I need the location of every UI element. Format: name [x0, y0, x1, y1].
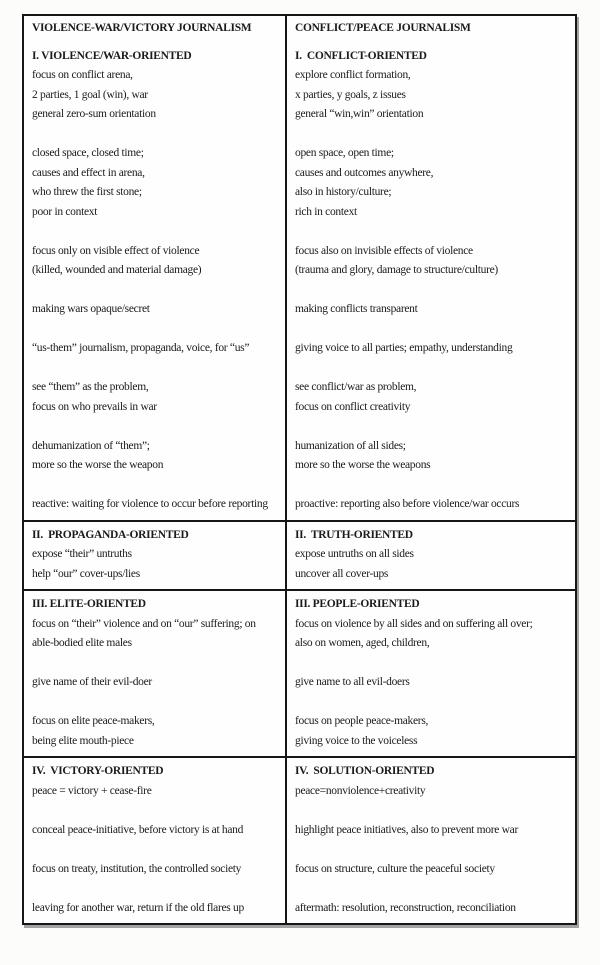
text-line: focus on who prevails in war: [32, 400, 157, 413]
paragraph-group: [32, 47, 277, 125]
text-line: 2 parties, 1 goal (win), war: [32, 88, 148, 101]
paragraph-group: [295, 712, 567, 751]
peace-journalism-column-title: CONFLICT/PEACE JOURNALISM: [295, 22, 471, 34]
text-line: being elite mouth-piece: [32, 734, 134, 747]
text-line: giving voice to all parties; empathy, understanding: [295, 342, 513, 354]
text-line: focus on elite peace-makers,: [32, 715, 155, 727]
section-heading: IV. VICTORY-ORIENTED: [32, 765, 164, 777]
text-line: (trauma and glory, damage to structure/culture): [295, 264, 498, 276]
text-line: highlight peace initiatives, also to prevent more war: [295, 823, 518, 836]
paragraph-group: [32, 595, 277, 654]
text-line: see “them” as the problem,: [32, 381, 149, 393]
section-heading: I. VIOLENCE/WAR-ORIENTED: [32, 49, 192, 62]
text-line: open space, open time;: [295, 147, 394, 159]
table-body: [24, 43, 575, 924]
text-line: uncover all cover-ups: [295, 567, 389, 580]
war-journalism-cell: [24, 522, 287, 590]
peace-journalism-cell: [287, 758, 575, 923]
peace-journalism-cell: [287, 522, 575, 590]
text-line: causes and outcomes anywhere,: [295, 166, 434, 179]
paragraph-group: [32, 712, 277, 751]
paragraph-group: [295, 144, 567, 222]
text-line: give name of their evil-doer: [32, 676, 152, 688]
war-journalism-cell: [24, 758, 287, 923]
paragraph-group: [295, 339, 567, 359]
paragraph-group: [295, 821, 567, 841]
paragraph-group: [295, 673, 567, 693]
text-line: reactive: waiting for violence to occur before reporting: [32, 498, 268, 510]
table-row: [24, 589, 575, 756]
text-line: focus also on invisible effects of violence: [295, 244, 473, 257]
section-heading: III. ELITE-ORIENTED: [32, 598, 146, 610]
text-line: rich in context: [295, 205, 357, 218]
peace-journalism-cell: [287, 591, 575, 756]
paragraph-group: [32, 526, 277, 585]
paragraph-group: [32, 300, 277, 320]
text-line: “us-them” journalism, propaganda, voice, for “us”: [32, 342, 250, 354]
section-heading: III. PEOPLE-ORIENTED: [295, 598, 420, 610]
war-journalism-column-title: VIOLENCE-WAR/VICTORY JOURNALISM: [32, 22, 252, 34]
paragraph-group: [32, 339, 277, 359]
war-journalism-cell: [24, 591, 287, 756]
text-line: more so the worse the weapon: [32, 459, 164, 471]
war-journalism-cell: [24, 43, 287, 520]
text-line: general zero-sum orientation: [32, 108, 156, 120]
text-line: also in history/culture;: [295, 186, 392, 198]
paragraph-group: [32, 378, 277, 417]
paragraph-group: [295, 595, 567, 654]
paragraph-group: [32, 860, 277, 880]
table-row: [24, 756, 575, 923]
text-line: see conflict/war as problem,: [295, 381, 417, 393]
war-journalism-header-cell: [24, 16, 287, 43]
text-line: humanization of all sides;: [295, 439, 406, 452]
text-line: expose untruths on all sides: [295, 548, 414, 560]
journalism-comparison-table: [22, 14, 577, 925]
text-line: expose “their” untruths: [32, 548, 132, 560]
paragraph-group: [295, 378, 567, 417]
text-line: causes and effect in arena,: [32, 166, 145, 179]
text-line: poor in context: [32, 205, 98, 218]
section-heading: I. CONFLICT-ORIENTED: [295, 49, 427, 62]
paragraph-group: [32, 437, 277, 476]
paragraph-group: [295, 526, 567, 585]
peace-journalism-cell: [287, 43, 575, 520]
text-line: closed space, closed time;: [32, 147, 144, 159]
text-line: making wars opaque/secret: [32, 303, 150, 315]
section-heading: IV. SOLUTION-ORIENTED: [295, 765, 435, 777]
text-line: (killed, wounded and material damage): [32, 264, 202, 276]
paragraph-group: [295, 437, 567, 476]
text-line: peace=nonviolence+creativity: [295, 784, 426, 797]
text-line: proactive: reporting also before violence/war occurs: [295, 498, 520, 510]
text-line: dehumanization of “them”;: [32, 439, 150, 452]
text-line: able-bodied elite males: [32, 637, 132, 649]
text-line: focus on treaty, institution, the controlled society: [32, 862, 242, 875]
peace-journalism-header-cell: [287, 16, 575, 43]
text-line: focus only on visible effect of violence: [32, 244, 200, 257]
text-line: focus on structure, culture the peaceful society: [295, 862, 495, 875]
text-line: explore conflict formation,: [295, 69, 411, 81]
paragraph-group: [295, 47, 567, 125]
paragraph-group: [32, 242, 277, 281]
paragraph-group: [32, 821, 277, 841]
text-line: focus on “their” violence and on “our” suffering; on: [32, 617, 256, 630]
paragraph-group: [32, 899, 277, 919]
paragraph-group: [32, 144, 277, 222]
paragraph-group: [295, 242, 567, 281]
text-line: focus on violence by all sides and on suffering all over;: [295, 617, 533, 630]
text-line: who threw the first stone;: [32, 186, 142, 198]
table-row: [24, 520, 575, 590]
text-line: leaving for another war, return if the old flares up: [32, 901, 244, 914]
table-row: [24, 43, 575, 520]
text-line: focus on conflict arena,: [32, 69, 133, 81]
text-line: general “win,win” orientation: [295, 108, 424, 120]
text-line: focus on people peace-makers,: [295, 715, 429, 727]
table-header-row: [24, 16, 575, 43]
text-line: focus on conflict creativity: [295, 400, 411, 413]
paragraph-group: [32, 495, 277, 515]
text-line: making conflicts transparent: [295, 303, 418, 315]
paragraph-group: [295, 495, 567, 515]
text-line: give name to all evil-doers: [295, 676, 410, 688]
text-line: also on women, aged, children,: [295, 637, 430, 649]
paragraph-group: [32, 762, 277, 801]
text-line: aftermath: resolution, reconstruction, reconciliation: [295, 901, 516, 914]
text-line: more so the worse the weapons: [295, 459, 431, 471]
section-heading: II. TRUTH-ORIENTED: [295, 528, 413, 541]
text-line: peace = victory + cease-fire: [32, 784, 152, 797]
paragraph-group: [295, 860, 567, 880]
text-line: conceal peace-initiative, before victory is at hand: [32, 823, 244, 836]
text-line: giving voice to the voiceless: [295, 734, 418, 747]
paragraph-group: [295, 762, 567, 801]
text-line: help “our” cover-ups/lies: [32, 567, 140, 580]
text-line: x parties, y goals, z issues: [295, 88, 406, 101]
paragraph-group: [32, 673, 277, 693]
paragraph-group: [295, 899, 567, 919]
paragraph-group: [295, 300, 567, 320]
section-heading: II. PROPAGANDA-ORIENTED: [32, 528, 189, 541]
